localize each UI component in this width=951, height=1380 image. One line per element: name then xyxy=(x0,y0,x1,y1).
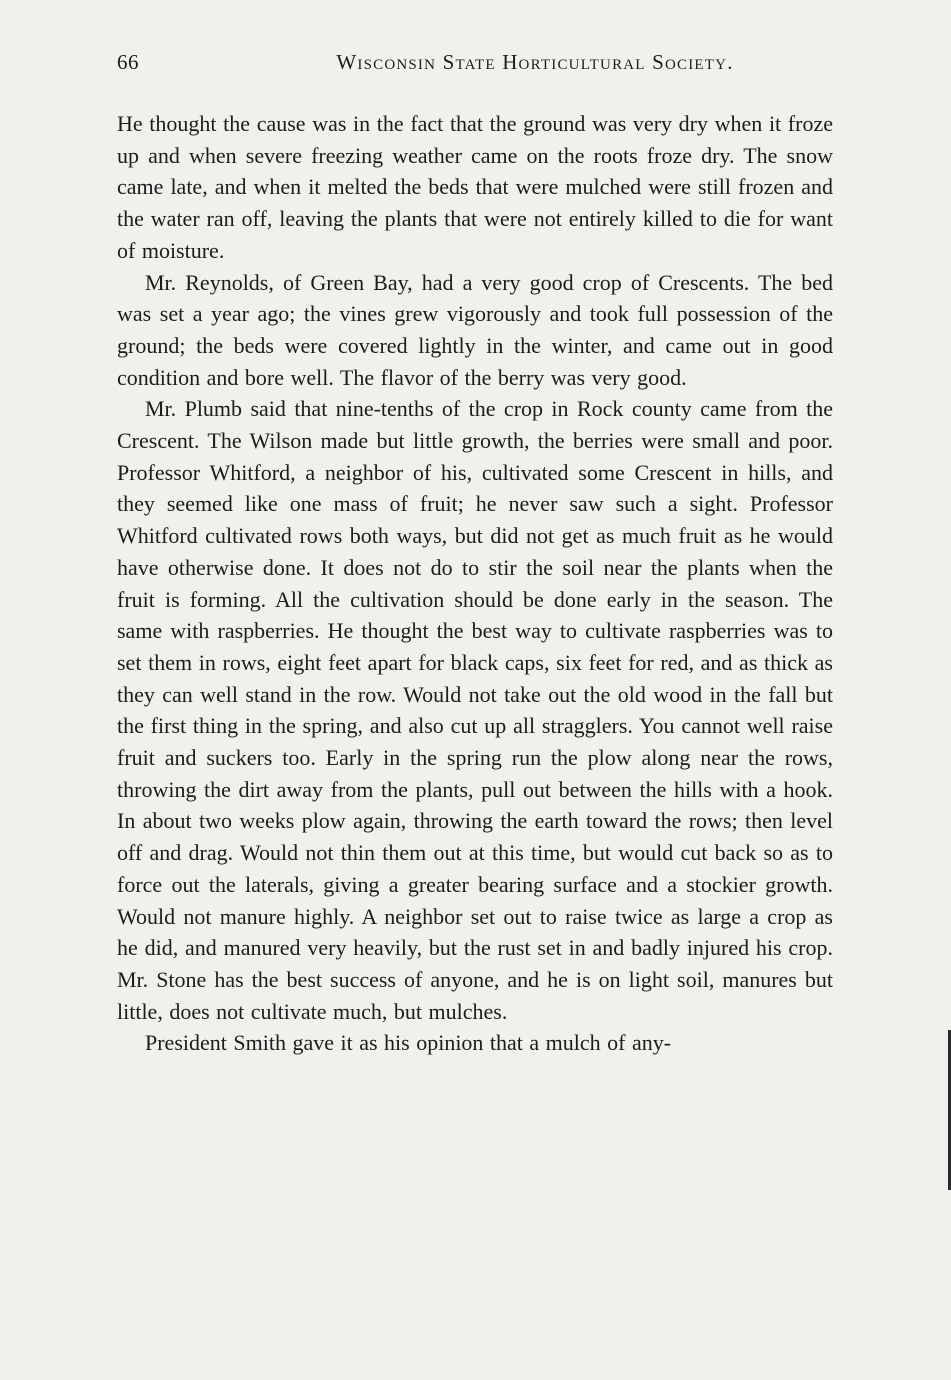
page-number: 66 xyxy=(117,50,139,74)
paragraph-continuation: He thought the cause was in the fact that the ground was very dry when it froze up and when severe freezing weather came on the roots froze dry. The snow came late, and when it melted the beds that were mulched were still frozen and the water ran off, leaving the plants that were not entirely killed to die for want of moisture. xyxy=(117,111,833,263)
paragraph-plumb: Mr. Plumb said that nine-tenths of the crop in Rock county came from the Crescent. The Wilson made but little growth, the berries were small and poor. Professor Whitford, a neighbor of his, cultivated some Crescent in hills, and they seemed like one mass of fruit; he never saw such a sight. Professor Whitford cultivated rows both ways, but did not get as much fruit as he would have otherwise done. It does not do to stir the soil near the plants when the fruit is forming. All the cultivation should be done early in the season. The same with raspberries. He thought the best way to cultivate raspberries was to set them in rows, eight feet apart for black caps, six feet for red, and as thick as they can well stand in the row. Would not take out the old wood in the fall but the first thing in the spring, and also cut up all stragglers. You cannot well raise fruit and suckers too. Early in the spring run the plow along near the rows, throwing the dirt away from the plants, pull out between the hills with a hook. In about two weeks plow again, throwing the earth toward the rows; then level off and drag. Would not thin them out at this time, but would cut back so as to force out the laterals, giving a greater bearing surface and a stockier growth. Would not manure highly. A neighbor set out to raise twice as large a crop as he did, and manured very heavily, but the rust set in and badly injured his crop. Mr. Stone has the best success of anyone, and he is on light soil, manures but little, does not cultivate much, but mulches. xyxy=(117,396,833,1024)
body-text xyxy=(117,108,833,1059)
paragraph-reynolds: Mr. Reynolds, of Green Bay, had a very good crop of Crescents. The bed was set a year ago; the vines grew vigorously and took full possession of the ground; the beds were covered lightly in the winter, and came out in good condition and bore well. The flavor of the berry was very good. xyxy=(117,269,833,390)
running-head xyxy=(117,50,833,80)
paragraph-smith: President Smith gave it as his opinion that a mulch of any- xyxy=(145,1030,672,1056)
running-title: Wisconsin State Horticultural Society. xyxy=(336,50,734,74)
